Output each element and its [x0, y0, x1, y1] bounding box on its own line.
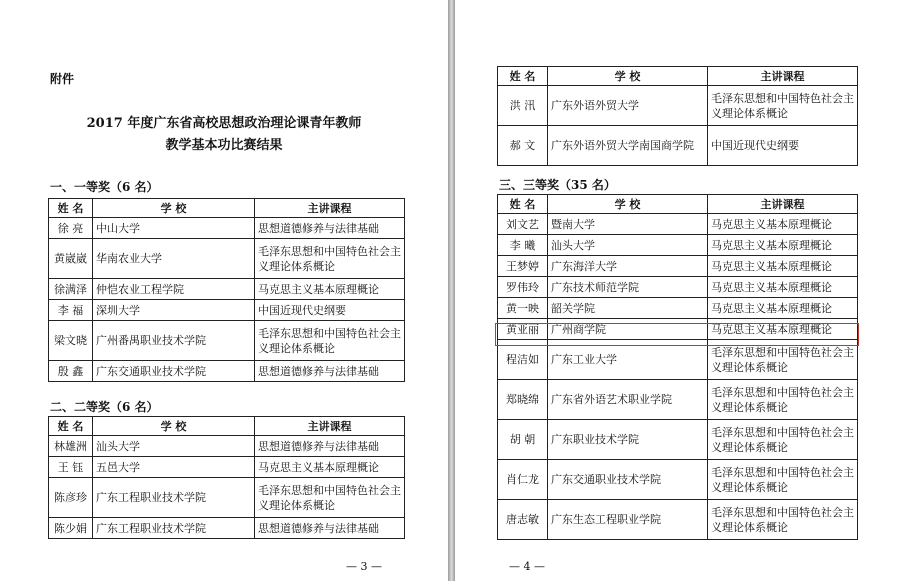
- table-cell-school: 广东外语外贸大学: [548, 86, 708, 126]
- table-cell-course: 思想道德修养与法律基础: [255, 436, 405, 457]
- table-cell-name: 陈彦珍: [49, 478, 93, 518]
- document-title-line1: 2017 年度广东省高校思想政治理论课青年教师: [86, 116, 362, 131]
- table-cell-school: 汕头大学: [548, 235, 708, 256]
- section-title-second-prize: 二、二等奖（6 名）: [50, 400, 159, 414]
- table-cell-course: 毛泽东思想和中国特色社会主义理论体系概论: [708, 500, 858, 540]
- table-cell-name: 林雄洲: [49, 436, 93, 457]
- table-cell-name: 胡 朝: [498, 420, 548, 460]
- table-cell-name: 李 福: [49, 300, 93, 321]
- highlight-box: [495, 323, 859, 346]
- table-cell-course: 毛泽东思想和中国特色社会主义理论体系概论: [255, 478, 405, 518]
- section-title-first-prize: 一、一等奖（6 名）: [50, 180, 159, 194]
- table-cell-name: 罗伟玲: [498, 277, 548, 298]
- table-cell-school: 广东省外语艺术职业学院: [548, 380, 708, 420]
- table-cell-school: 韶关学院: [548, 298, 708, 319]
- table-cell-course: 思想道德修养与法律基础: [255, 361, 405, 382]
- table-cell-school: 广东交通职业技术学院: [93, 361, 255, 382]
- table-cell-school: 广东工程职业技术学院: [93, 478, 255, 518]
- table-cell-name: 王 钰: [49, 457, 93, 478]
- table-cell-school: 广东生态工程职业学院: [548, 500, 708, 540]
- table-cell-course: 毛泽东思想和中国特色社会主义理论体系概论: [708, 460, 858, 500]
- header-school: 学 校: [548, 195, 708, 214]
- left-page: [0, 0, 448, 581]
- table-cell-school: 汕头大学: [93, 436, 255, 457]
- header-course: 主讲课程: [255, 199, 405, 218]
- table-cell-course: 毛泽东思想和中国特色社会主义理论体系概论: [255, 239, 405, 279]
- table-cell-course: 马克思主义基本原理概论: [255, 457, 405, 478]
- table-cell-course: 思想道德修养与法律基础: [255, 218, 405, 239]
- right-page: [455, 0, 900, 581]
- section-title-third-prize: 三、三等奖（35 名）: [499, 178, 616, 192]
- table-cell-name: 郝 文: [498, 126, 548, 166]
- table-cell-name: 陈少娟: [49, 518, 93, 539]
- table-cell-school: 暨南大学: [548, 214, 708, 235]
- table-cell-name: 黄亚丽: [498, 319, 548, 340]
- table-cell-name: 梁文晓: [49, 321, 93, 361]
- table-cell-course: 马克思主义基本原理概论: [708, 319, 858, 340]
- header-course: 主讲课程: [708, 67, 858, 86]
- header-name: 姓 名: [498, 67, 548, 86]
- header-name: 姓 名: [49, 199, 93, 218]
- table-cell-name: 刘文艺: [498, 214, 548, 235]
- table-cell-school: 广东外语外贸大学南国商学院: [548, 126, 708, 166]
- table-cell-school: 广东工程职业技术学院: [93, 518, 255, 539]
- second-prize-continued-table: [497, 66, 858, 166]
- table-cell-name: 徐满泽: [49, 279, 93, 300]
- table-cell-school: 广东技术师范学院: [548, 277, 708, 298]
- table-cell-school: 五邑大学: [93, 457, 255, 478]
- table-cell-course: 毛泽东思想和中国特色社会主义理论体系概论: [708, 420, 858, 460]
- table-cell-name: 徐 亮: [49, 218, 93, 239]
- table-cell-course: 马克思主义基本原理概论: [708, 298, 858, 319]
- table-cell-school: 广东职业技术学院: [548, 420, 708, 460]
- table-cell-course: 思想道德修养与法律基础: [255, 518, 405, 539]
- table-cell-school: 广东海洋大学: [548, 256, 708, 277]
- table-cell-school: 广东交通职业技术学院: [548, 460, 708, 500]
- first-prize-table: [48, 198, 405, 382]
- header-course: 主讲课程: [255, 417, 405, 436]
- table-cell-school: 深圳大学: [93, 300, 255, 321]
- table-cell-course: 毛泽东思想和中国特色社会主义理论体系概论: [708, 86, 858, 126]
- document-title-line2: 教学基本功比赛结果: [165, 138, 283, 153]
- third-prize-table: [497, 194, 858, 540]
- table-cell-name: 黄一映: [498, 298, 548, 319]
- table-cell-course: 毛泽东思想和中国特色社会主义理论体系概论: [708, 340, 858, 380]
- table-cell-school: 广州商学院: [548, 319, 708, 340]
- header-course: 主讲课程: [708, 195, 858, 214]
- table-cell-course: 马克思主义基本原理概论: [708, 214, 858, 235]
- second-prize-table: [48, 416, 405, 539]
- page-number: — 4 —: [509, 560, 545, 573]
- table-cell-name: 王梦婷: [498, 256, 548, 277]
- table-cell-name: 郑晓绵: [498, 380, 548, 420]
- table-cell-course: 马克思主义基本原理概论: [708, 256, 858, 277]
- table-cell-course: 中国近现代史纲要: [255, 300, 405, 321]
- table-cell-name: 肖仁龙: [498, 460, 548, 500]
- table-cell-course: 毛泽东思想和中国特色社会主义理论体系概论: [255, 321, 405, 361]
- table-cell-school: 华南农业大学: [93, 239, 255, 279]
- table-cell-name: 殷 鑫: [49, 361, 93, 382]
- table-cell-school: 广州番禺职业技术学院: [93, 321, 255, 361]
- header-school: 学 校: [93, 199, 255, 218]
- attachment-label: 附件: [50, 72, 75, 86]
- table-cell-school: 仲恺农业工程学院: [93, 279, 255, 300]
- table-cell-name: 唐志敏: [498, 500, 548, 540]
- header-school: 学 校: [548, 67, 708, 86]
- page-number: — 3 —: [346, 560, 382, 573]
- header-name: 姓 名: [49, 417, 93, 436]
- table-cell-course: 马克思主义基本原理概论: [708, 235, 858, 256]
- table-cell-school: 中山大学: [93, 218, 255, 239]
- table-cell-course: 毛泽东思想和中国特色社会主义理论体系概论: [708, 380, 858, 420]
- table-cell-school: 广东工业大学: [548, 340, 708, 380]
- table-cell-course: 中国近现代史纲要: [708, 126, 858, 166]
- table-cell-name: 洪 汛: [498, 86, 548, 126]
- page-fold-divider: [448, 0, 455, 581]
- header-school: 学 校: [93, 417, 255, 436]
- table-cell-name: 程洁如: [498, 340, 548, 380]
- table-cell-course: 马克思主义基本原理概论: [255, 279, 405, 300]
- table-cell-course: 马克思主义基本原理概论: [708, 277, 858, 298]
- table-cell-name: 黄崴崴: [49, 239, 93, 279]
- table-cell-name: 李 曦: [498, 235, 548, 256]
- header-name: 姓 名: [498, 195, 548, 214]
